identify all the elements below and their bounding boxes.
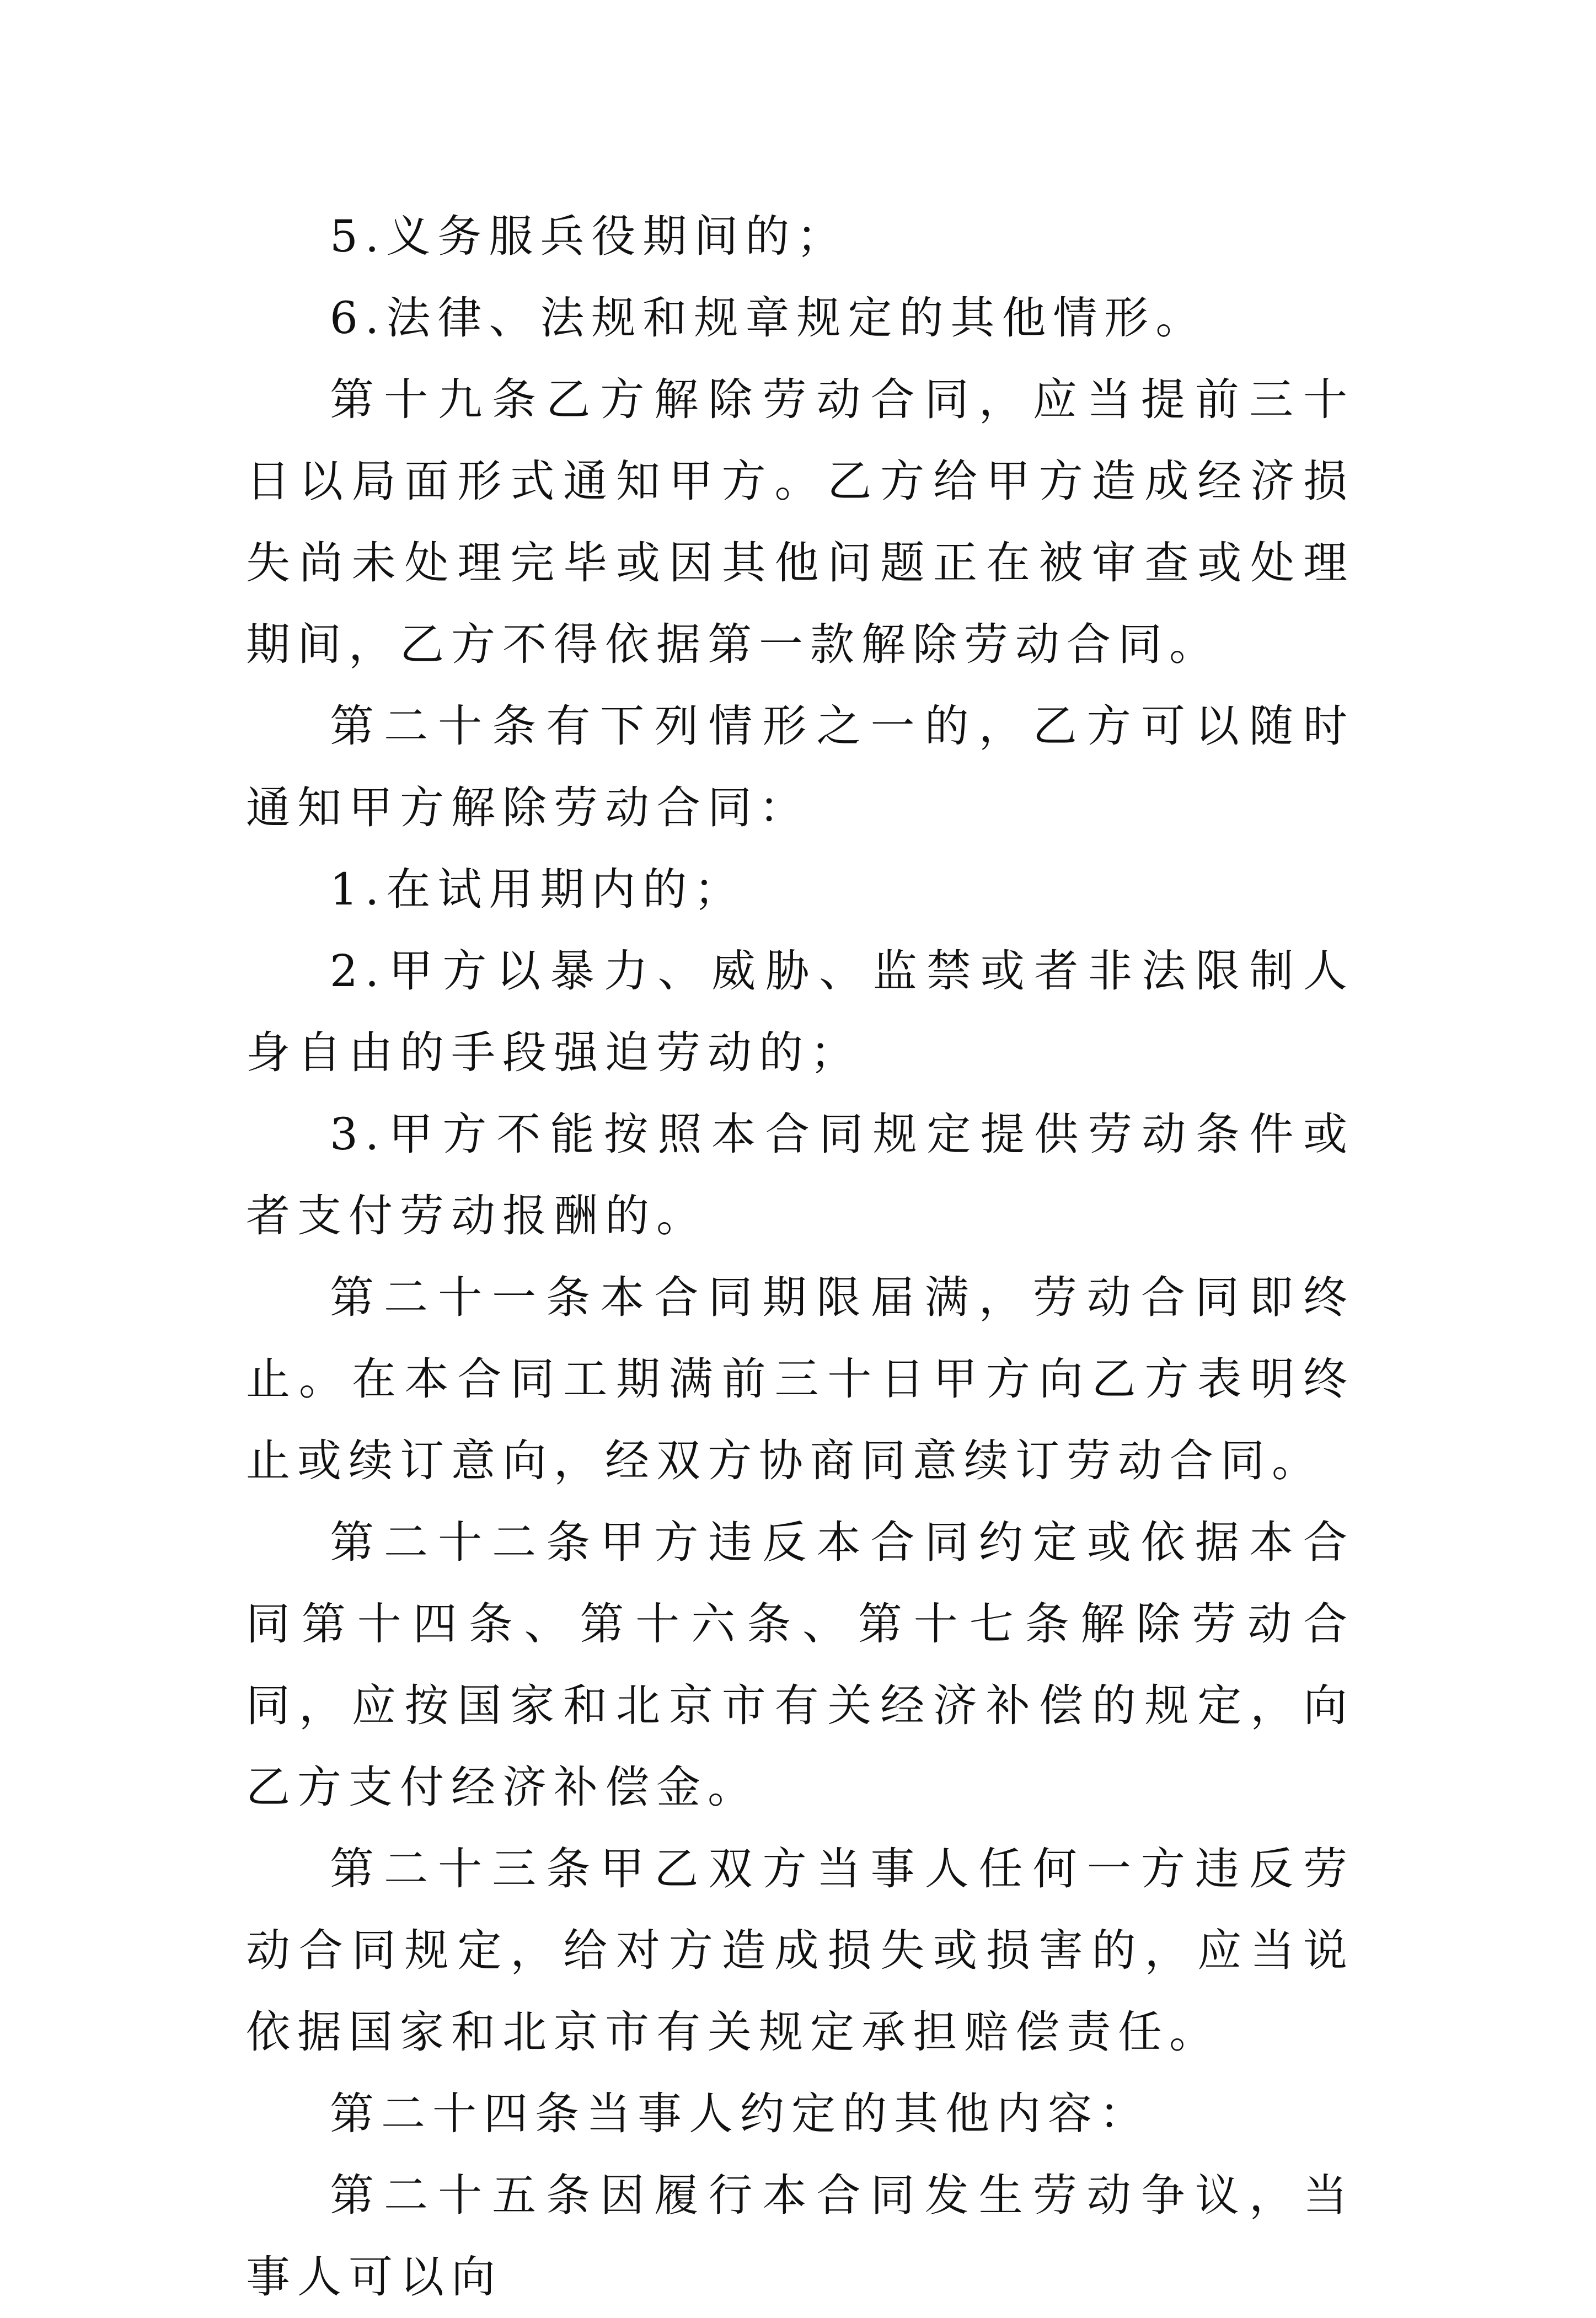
paragraph-article-22: 第二十二条甲方违反本合同约定或依据本合同第十四条、第十六条、第十七条解除劳动合同，应按国家和北京市有关经济补偿的规定，向乙方支付经济补偿金。 [246,1517,1354,1813]
paragraph-article-20-item-2: 2.甲方以暴力、威胁、监禁或者非法限制人身自由的手段强迫劳动的； [246,945,1354,1078]
paragraph-article-23: 第二十三条甲乙双方当事人任何一方违反劳动合同规定，给对方造成损失或损害的，应当说依据国家和北京市有关规定承担赔偿责任。 [246,1843,1354,2058]
paragraph-article-20: 第二十条有下列情形之一的，乙方可以随时通知甲方解除劳动合同： [246,700,1354,833]
paragraph-article-24: 第二十四条当事人约定的其他内容： [330,2088,1150,2139]
paragraph-article-19: 第十九条乙方解除劳动合同，应当提前三十日以局面形式通知甲方。乙方给甲方造成经济损失尚未处理完毕或因其他问题正在被审查或处理期间，乙方不得依据第一款解除劳动合同。 [246,374,1354,670]
paragraph-article-25: 第二十五条因履行本合同发生劳动争议，当事人可以向 [246,2170,1354,2303]
paragraph-article-21: 第二十一条本合同期限届满，劳动合同即终止。在本合同工期满前三十日甲方向乙方表明终止或续订意向，经双方协商同意续订劳动合同。 [246,1272,1354,1486]
paragraph-article-20-item-3: 3.甲方不能按照本合同规定提供劳动条件或者支付劳动报酬的。 [246,1109,1354,1241]
paragraph-item-6: 6.法律、法规和规章规定的其他情形。 [330,292,1207,344]
paragraph-article-20-item-1: 1.在试用期内的； [330,864,746,915]
document-body [246,196,1354,2318]
paragraph-item-5: 5.义务服兵役期间的； [330,211,848,262]
